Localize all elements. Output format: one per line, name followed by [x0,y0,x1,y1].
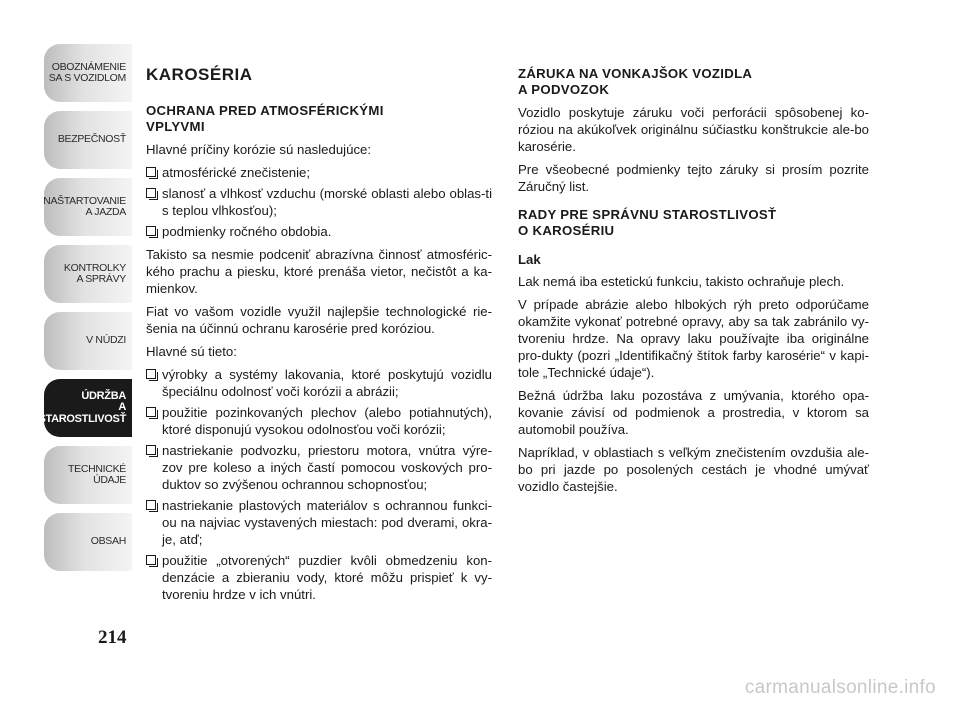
subheading-paint: Lak [518,252,541,267]
measures-list [146,366,492,603]
tab-label: OBSAH [90,535,126,548]
page-number: 214 [98,627,127,648]
paragraph: Fiat vo vašom vozidle využil najlepšie technologické rie-šenia na účinnú ochranu karosérie pred koróziou. [146,304,492,336]
section-heading-warranty: ZÁRUKA NA VONKAJŠOK VOZIDLA A PODVOZOK [518,66,753,97]
list-item: podmienky ročného obdobia. [146,223,492,240]
page-title: KAROSÉRIA [146,65,253,84]
right-column [518,66,869,501]
list-item: nastriekanie plastových materiálov s ochrannou funkci-ou na najviac vystavených miestach: pod dverami, okra-je, atď; [146,497,492,548]
list-item: nastriekanie podvozku, priestoru motora, vnútra výre-zov pre koleso a iných častí pomocou voskových pro-duktov so zvýšenou ochrannou schopnosťou; [146,442,492,493]
tab-label: TECHNICKÉ ÚDAJE [68,462,126,486]
tab-label: NAŠTARTOVANIE A JAZDA [43,194,126,218]
list-item: výrobky a systémy lakovania, ktoré poskytujú vozidlu špeciálnu odolnosť voči korózii a abrázii; [146,366,492,400]
tab-label: OBOZNÁMENIE SA S VOZIDLOM [48,60,126,84]
causes-list [146,164,492,240]
checkbox-bullet-icon [146,167,156,177]
watermark: carmanualsonline.info [744,677,936,698]
causes-intro: Hlavné príčiny korózie sú nasledujúce: [146,142,372,157]
tab-v-nudzi[interactable] [44,312,132,370]
tab-nastartovanie[interactable] [44,178,132,236]
chapter-tabs [38,44,132,580]
list-item: atmosférické znečistenie; [146,164,492,181]
list-item: použitie „otvorených“ puzdier kvôli obmedzeniu kon-denzácie a zbieraniu vody, ktoré môžu prispieť k vy-tvoreniu hrdze v ich vnútri. [146,552,492,603]
paragraph: Lak nemá iba estetickú funkciu, takisto ochraňuje plech. [518,274,845,289]
tab-udrzba-active[interactable] [38,379,132,437]
checkbox-bullet-icon [146,188,156,198]
paragraph: Hlavné sú tieto: [146,344,237,359]
tab-label: V NÚDZI [86,334,126,347]
paragraph: Bežná údržba laku pozostáva z umývania, ktorého opa-kovanie závisí od podmienok a prostredia, v ktorom sa automobil používa. [518,388,869,437]
tab-bezpecnost[interactable] [44,111,132,169]
tab-kontrolky[interactable] [44,245,132,303]
list-item: slanosť a vlhkosť vzduchu (morské oblasti alebo oblas-ti s teplou vlhkosťou); [146,185,492,219]
checkbox-bullet-icon [146,555,156,565]
tab-technicke-udaje[interactable] [44,446,132,504]
paragraph: Pre všeobecné podmienky tejto záruky si prosím pozrite Záručný list. [518,162,869,194]
checkbox-bullet-icon [146,445,156,455]
tab-oboznamenie[interactable] [44,44,132,102]
tab-label: BEZPEČNOSŤ [57,133,126,146]
checkbox-bullet-icon [146,369,156,379]
tab-obsah[interactable] [44,513,132,571]
paragraph: Vozidlo poskytuje záruku voči perforácii spôsobenej ko-róziou na akúkoľvek originálnu súčiastku konštrukcie ale-bo karosérie. [518,105,869,154]
left-column [146,66,492,609]
section-heading-care: RADY PRE SPRÁVNU STAROSTLIVOSŤ O KAROSÉRIU [518,207,777,238]
checkbox-bullet-icon [146,500,156,510]
section-heading-protection: OCHRANA PRED ATMOSFÉRICKÝMI VPLYVMI [146,103,384,134]
checkbox-bullet-icon [146,226,156,236]
paragraph: V prípade abrázie alebo hlbokých rýh preto odporúčame okamžite vykonať potrebné opravy, aby sa tak zabránilo vy-tvoreniu hrdze. Na opravy laku používajte iba originálne pro-dukty (pozri „Identifikačný štítok farby karosérie“ v kapi-tole „Technické údaje“). [518,297,869,380]
tab-label: KONTROLKY A SPRÁVY [63,261,126,285]
paragraph: Takisto sa nesmie podceniť abrazívna činnosť atmosféric-kého prachu a piesku, ktoré prenáša vietor, nečistôt a ka-mienkov. [146,247,492,296]
checkbox-bullet-icon [146,407,156,417]
tab-label: ÚDRŽBA A STAROSTLIVOSŤ [38,389,127,425]
paragraph: Napríklad, v oblastiach s veľkým znečistením ovzdušia ale-bo pri jazde po posolených cestách je vhodné umývať vozidlo častejšie. [518,445,869,494]
list-item: použitie pozinkovaných plechov (alebo potiahnutých), ktoré disponujú vysokou odolnosťou voči korózii; [146,404,492,438]
